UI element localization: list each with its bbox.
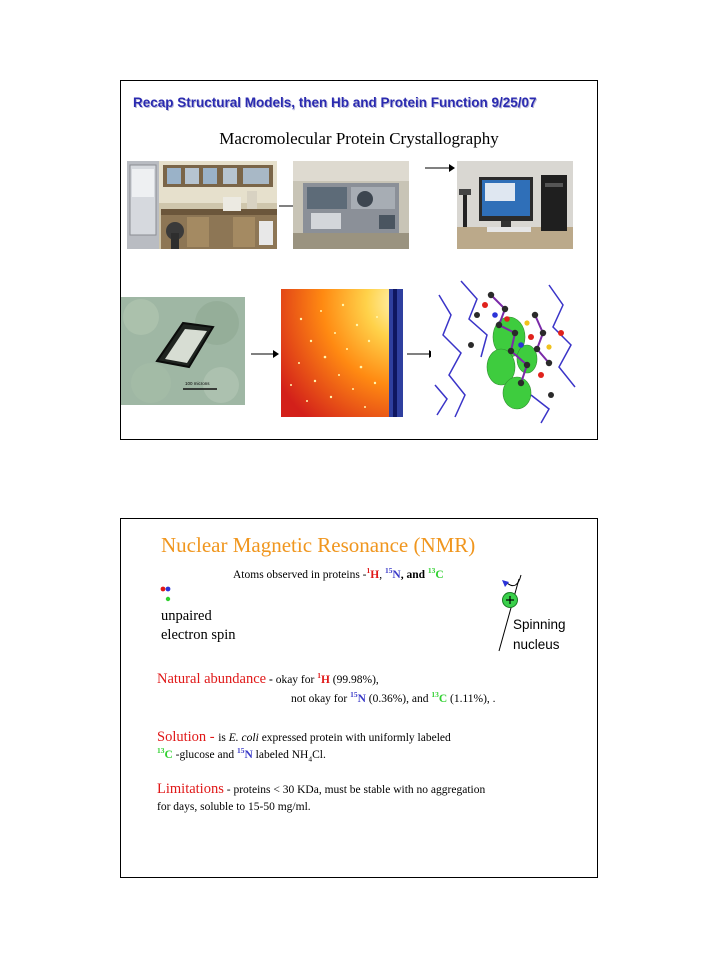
c-symbol: C <box>164 749 173 761</box>
unpaired-line1: unpaired <box>161 608 212 624</box>
limitations-heading: Limitations <box>157 781 224 797</box>
text: -glucose and <box>172 749 237 761</box>
c-symbol: C <box>435 569 444 581</box>
text: not okay for <box>291 693 351 705</box>
natural-abundance-line2 <box>291 690 496 705</box>
lab-photo <box>127 161 277 249</box>
crystal-photo <box>121 297 245 405</box>
slide-title: Recap Structural Models, then Hb and Protein Function 9/25/07 <box>133 95 537 110</box>
solution-line2 <box>157 746 326 764</box>
ecoli-text: E. coli <box>228 732 259 744</box>
slide-crystallography <box>120 80 598 440</box>
text: Cl. <box>312 749 326 761</box>
n-mass: 15 <box>236 746 245 756</box>
natural-abundance-heading: Natural abundance <box>157 671 267 687</box>
c-symbol: C <box>438 693 448 705</box>
spinning-nucleus-label <box>513 615 566 655</box>
scale-bar-label: 100 microns <box>185 381 210 386</box>
n-mass: 15 <box>350 690 358 700</box>
c-mass: 13 <box>427 566 436 576</box>
atoms-prefix: Atoms observed in proteins - <box>233 569 367 581</box>
spinning-line1: Spinning <box>513 617 566 632</box>
text: labeled NH <box>252 749 309 761</box>
protein-structure-image <box>431 275 579 425</box>
text: expressed protein with uniformly labeled <box>258 732 451 744</box>
n-percent: (0.36%), and <box>365 693 432 705</box>
atoms-observed-line <box>233 566 444 581</box>
n-symbol: N <box>244 749 253 761</box>
unpaired-electron-label <box>161 607 271 645</box>
computer-photo <box>457 161 573 249</box>
text: - proteins < 30 KDa, must be stable with no aggregation <box>223 784 486 796</box>
unpaired-line2: electron spin <box>161 627 236 643</box>
n-mass: 15 <box>384 566 393 576</box>
c-mass: 13 <box>157 746 165 756</box>
text: okay for <box>275 674 318 686</box>
n-symbol: N <box>392 569 401 581</box>
atoms-sep: , and <box>400 569 428 581</box>
natural-abundance-line1 <box>157 671 379 688</box>
arrow-icon <box>425 163 455 173</box>
h-symbol: H <box>320 674 330 686</box>
solution-heading: Solution - <box>157 729 219 745</box>
h-mass: 1 <box>317 671 321 681</box>
slide-nmr <box>120 518 598 878</box>
c-mass: 13 <box>431 690 439 700</box>
c-percent: (1.11%), . <box>447 693 496 705</box>
diffractometer-photo <box>293 161 409 249</box>
h-percent: (99.98%), <box>329 674 379 686</box>
dash: - <box>266 674 276 686</box>
slide-subtitle: Macromolecular Protein Crystallography <box>219 129 499 148</box>
h-mass: 1 <box>366 566 371 576</box>
spinning-line2: nucleus <box>513 637 560 652</box>
limitations-line1 <box>157 781 485 798</box>
atoms-sep: , <box>379 569 385 581</box>
electron-spin-dots-icon <box>159 585 177 603</box>
n-symbol: N <box>357 693 366 705</box>
arrow-icon <box>251 349 279 359</box>
subscript: 4 <box>308 754 313 764</box>
text: is <box>218 732 229 744</box>
slide-title: Nuclear Magnetic Resonance (NMR) <box>161 533 476 557</box>
limitations-line2: for days, soluble to 15-50 mg/ml. <box>157 801 311 813</box>
diffraction-pattern-image <box>281 289 403 417</box>
h-symbol: H <box>370 569 380 581</box>
solution-line1 <box>157 729 451 746</box>
